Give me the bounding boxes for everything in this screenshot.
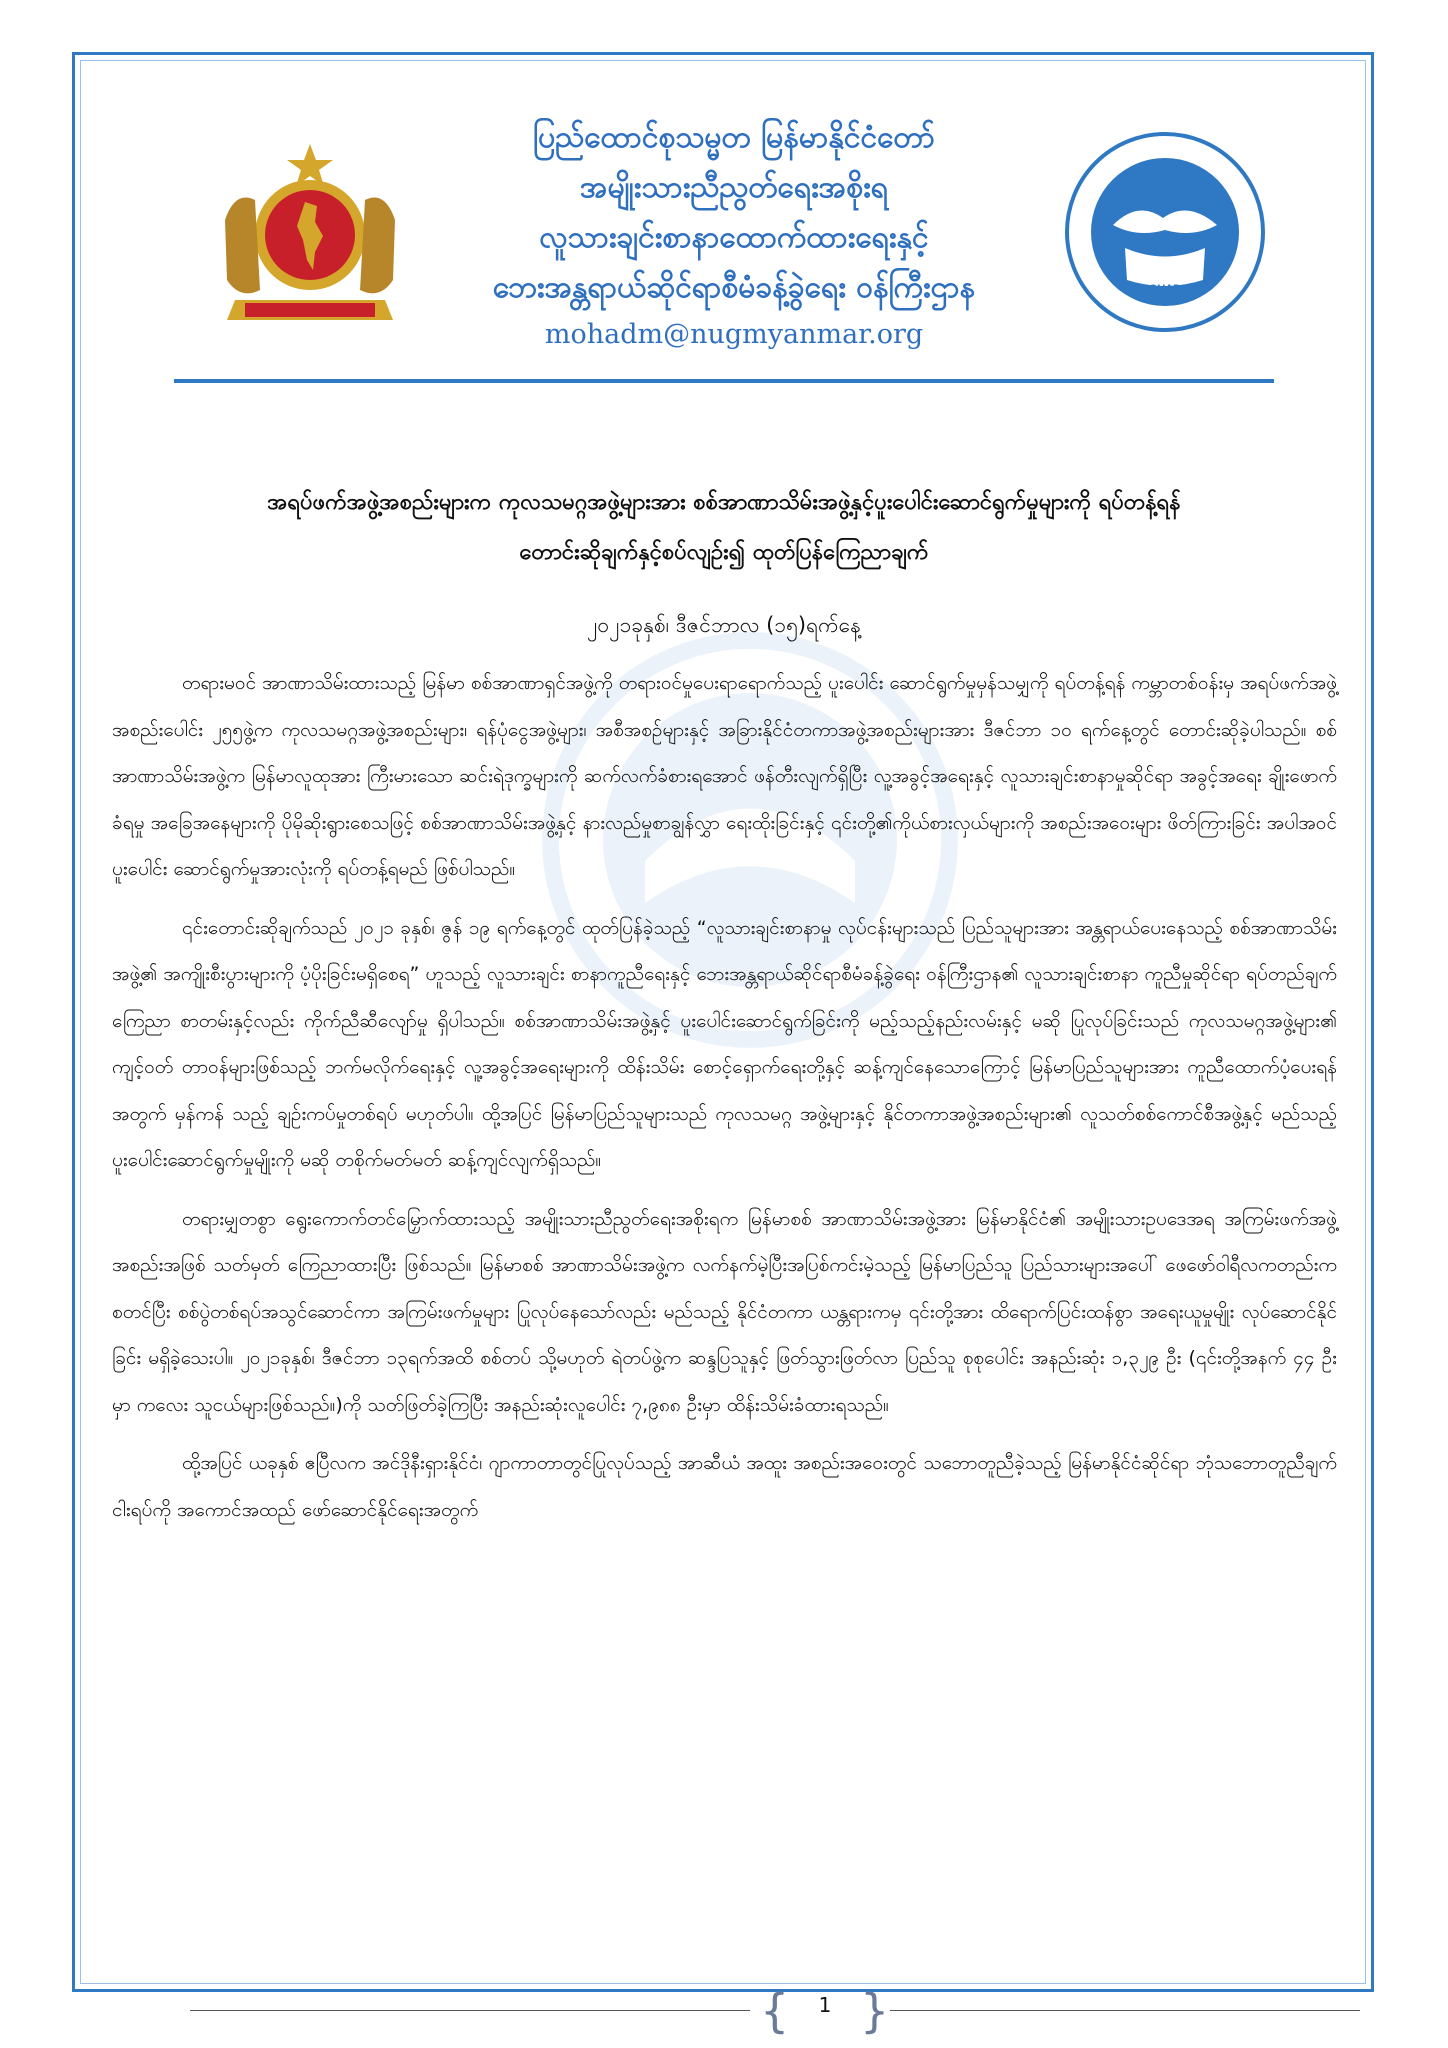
- logo-text: MOHADM: [1139, 283, 1191, 295]
- paragraph-2: ၎င်းတောင်းဆိုချက်သည် ၂၀၂၁ ခုနှစ်၊ ဇွန် ၁၉ ရက်နေ့တွင် ထုတ်ပြန်ခဲ့သည့် “လူသားချင်းစာနာမှု လုပ်ငန်းများသည် ပြည်သူများအား အန္တရာယ်ပေးနေသည့် စစ်အာဏာသိမ်းအဖွဲ့၏ အကျိုးစီးပွားများကို ပံ့ပိုးခြင်းမရှိစေရ” ဟူသည့် လူသားချင်း စာနာကူညီရေးနှင့် ဘေးအန္တရာယ်ဆိုင်ရာစီမံခန့်ခွဲရေး ဝန်ကြီးဌာန၏ လူသားချင်းစာနာ ကူညီမှုဆိုင်ရာ ရပ်တည်ချက် ကြေညာ စာတမ်းနှင့်လည်း ကိုက်ညီဆီလျော်မှု ရှိပါသည်။ စစ်အာဏာသိမ်းအဖွဲ့နှင့် ပူးပေါင်းဆောင်ရွက်ခြင်းကို မည့်သည့်နည်းလမ်းနှင့် မဆို ပြုလုပ်ခြင်းသည် ကုလသမဂ္ဂအဖွဲ့များ၏ ကျင့်ဝတ် တာဝန်များဖြစ်သည့် ဘက်မလိုက်ရေးနှင့် လူ့အခွင့်အရေးများကို ထိန်းသိမ်း စောင့်ရှောက်ရေးတို့နှင့် ဆန့်ကျင်နေသောကြောင့် မြန်မာပြည်သူများအား ကူညီထောက်ပံ့ပေးရန်အတွက် မှန်ကန် သည့် ချဉ်းကပ်မှုတစ်ရပ် မဟုတ်ပါ။ ထို့အပြင် မြန်မာပြည်သူများသည် ကုလသမဂ္ဂ အဖွဲ့များနှင့် နိုင်တကာအဖွဲ့အစည်းများ၏ လူသတ်စစ်ကောင်စီအဖွဲ့နှင့် မည်သည့်ပူးပေါင်းဆောင်ရွက်မှုမျိုးကို မဆို တစိုက်မတ်မတ် ဆန့်ကျင်လျက်ရှိသည်။: [112, 916, 1337, 1171]
- mohadm-logo-icon: [1063, 130, 1268, 335]
- header-line-2: အမျိုးသားညီညွတ်ရေးအစိုးရ: [580, 170, 888, 205]
- header-rule: [174, 379, 1274, 383]
- footer-rule-right: [890, 2010, 1360, 2011]
- document-title: [110, 478, 1338, 578]
- page-number: 1: [818, 1993, 832, 2017]
- letterhead: [150, 105, 1298, 385]
- paragraph-1: တရားမဝင် အာဏာသိမ်းထားသည့် မြန်မာ စစ်အာဏာရှင်အဖွဲ့ကို တရားဝင်မှုပေးရာရောက်သည့် ပူးပေါင်း ဆောင်ရွက်မှုမှန်သမျှကို ရပ်တန့်ရန် ကမ္ဘာတစ်ဝန်းမှ အရပ်ဖက်အဖွဲ့အစည်းပေါင်း ၂၅၅ဖွဲ့က ကုလသမဂ္ဂအဖွဲ့အစည်းများ၊ ရန်ပုံငွေအဖွဲ့များ၊ အစီအစဉ်များနှင့် အခြားနိုင်ငံတကာအဖွဲ့အစည်းများအား ဒီဇင်ဘာ ၁၀ ရက်နေ့တွင် တောင်းဆိုခဲ့ပါသည်။ စစ်အာဏာသိမ်းအဖွဲ့က မြန်မာလူထုအား ကြီးမားသော ဆင်းရဲဒုက္ခများကို ဆက်လက်ခံစားရအောင် ဖန်တီးလျက်ရှိပြီး လူ့အခွင့်အရေးနှင့် လူသားချင်းစာနာမှုဆိုင်ရာ အခွင့်အရေး ချိုးဖောက်ခံရမှု အခြေအနေများကို ပိုမိုဆိုးရွားစေသဖြင့် စစ်အာဏာသိမ်းအဖွဲ့နှင့် နားလည်မှုစာချွန်လွှာ ရေးထိုးခြင်းနှင့် ၎င်းတို့၏ကိုယ်စားလှယ်များကို အစည်းအဝေးများ ဖိတ်ကြားခြင်း အပါအဝင် ပူးပေါင်း ဆောင်ရွက်မှုအားလုံးကို ရပ်တန့်ရမည် ဖြစ်ပါသည်။: [112, 672, 1337, 880]
- title-line-2: တောင်းဆိုချက်နှင့်စပ်လျဉ်း၍ ထုတ်ပြန်ကြေညာချက်: [519, 540, 929, 565]
- document-date: ၂၀၂၁ခုနှစ်၊ ဒီဇင်ဘာလ (၁၅)ရက်နေ့: [587, 613, 861, 637]
- title-line-1: အရပ်ဖက်အဖွဲ့အစည်းများက ကုလသမဂ္ဂအဖွဲ့များအား စစ်အာဏာသိမ်းအဖွဲ့နှင့်ပူးပေါင်းဆောင်ရွက်မှုများကို ရပ်တန့်ရန်: [267, 490, 1181, 515]
- page-footer: [110, 1985, 1338, 2037]
- footer-rule-left: [190, 2010, 750, 2011]
- header-line-1: ပြည်ထောင်စုသမ္မတ မြန်မာနိုင်ငံတော်: [533, 120, 935, 155]
- paragraph-3: တရားမျှတစွာ ရွေးကောက်တင်မြှောက်ထားသည့် အမျိုးသားညီညွတ်ရေးအစိုးရက မြန်မာစစ် အာဏာသိမ်းအဖွဲ့အား မြန်မာနိုင်ငံ၏ အမျိုးသားဥပဒေအရ အကြမ်းဖက်အဖွဲ့အစည်းအဖြစ် သတ်မှတ် ကြေညာထားပြီး ဖြစ်သည်။ မြန်မာစစ် အာဏာသိမ်းအဖွဲ့က လက်နက်မဲ့ပြီးအပြစ်ကင်းမဲ့သည့် မြန်မာပြည်သူ ပြည်သားများအပေါ် ဖေဖော်ဝါရီလကတည်းက စတင်ပြီး စစ်ပွဲတစ်ရပ်အသွင်ဆောင်ကာ အကြမ်းဖက်မှုများ ပြုလုပ်နေသော်လည်း မည်သည့် နိုင်ငံတကာ ယန္တရားကမှ ၎င်းတို့အား ထိရောက်ပြင်းထန်စွာ အရေးယူမှုမျိုး လုပ်ဆောင်နိုင်ခြင်း မရှိခဲ့သေးပါ။ ၂၀၂၁ခုနှစ်၊ ဒီဇင်ဘာ ၁၃ရက်အထိ စစ်တပ် သို့မဟုတ် ရဲတပ်ဖွဲ့က ဆန္ဒပြသူနှင့် ဖြတ်သွားဖြတ်လာ ပြည်သူ စုစုပေါင်း အနည်းဆုံး ၁,၃၂၉ ဦး (၎င်းတို့အနက် ၄၄ ဦး မှာ ကလေး သူငယ်များဖြစ်သည်။)ကို သတ်ဖြတ်ခဲ့ကြပြီး အနည်းဆုံးလူပေါင်း ၇,၉၈၈ ဦးမှာ ထိန်းသိမ်းခံထားရသည်။: [112, 1207, 1337, 1416]
- header-line-4: ဘေးအန္တရာယ်ဆိုင်ရာစီမံခန့်ခွဲရေး ဝန်ကြီးဌာန: [492, 270, 976, 305]
- paragraph-4: ထို့အပြင် ယခုနှစ် ဧပြီလက အင်ဒိုနီးရှားနိုင်ငံ၊ ဂျာကာတာတွင်ပြုလုပ်သည့် အာဆီယံ အထူး အစည်းအဝေးတွင် သဘောတူညီခဲ့သည့် မြန်မာနိုင်ငံဆိုင်ရာ ဘုံသဘောတူညီချက်ငါးရပ်ကို အကောင်အထည် ဖော်ဆောင်နိုင်ရေးအတွက်: [112, 1452, 1337, 1521]
- document-body: [112, 660, 1337, 1545]
- left-brace-icon: {: [760, 1984, 790, 2038]
- right-brace-icon: }: [860, 1984, 890, 2038]
- state-emblem-icon: [215, 140, 405, 335]
- header-email: mohadm@nugmyanmar.org: [544, 319, 924, 350]
- header-line-3: လူသားချင်းစာနာထောက်ထားရေးနှင့်: [539, 220, 929, 255]
